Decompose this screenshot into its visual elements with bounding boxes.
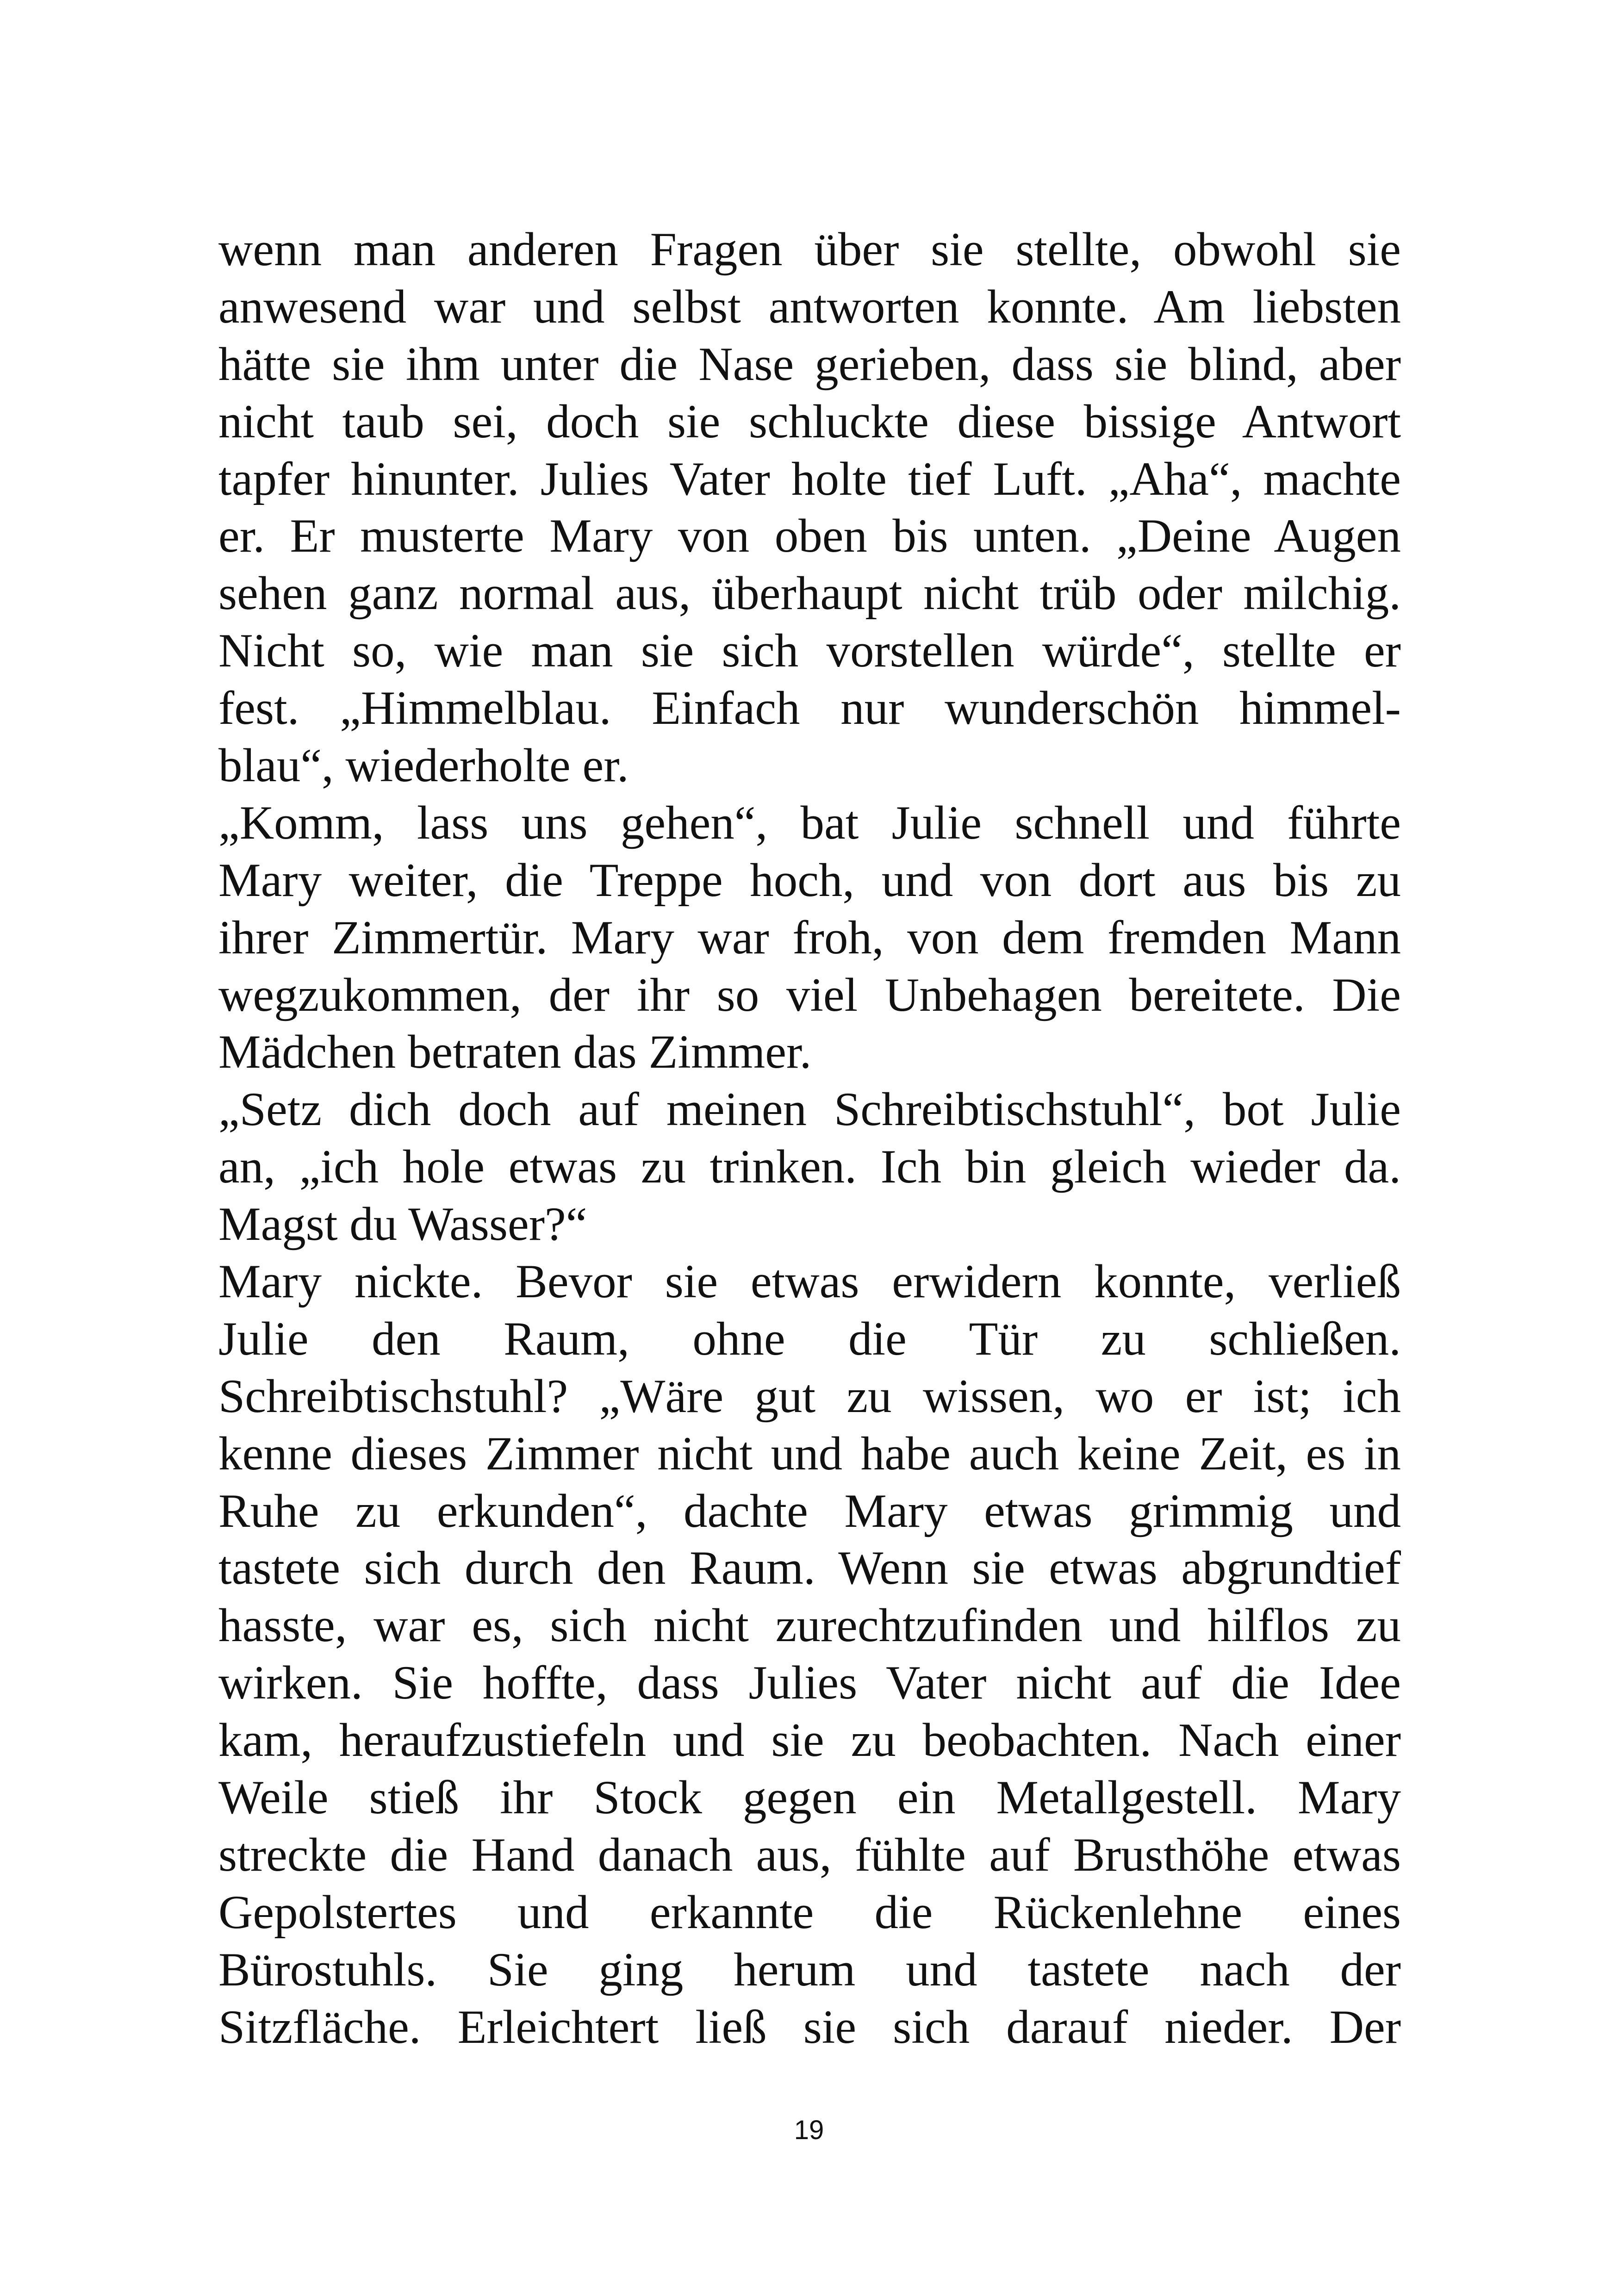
text-line: fest. „Himmelblau. Einfach nur wunderschön himmel-: [218, 682, 1401, 735]
text-line: kam, heraufzustiefeln und sie zu beobachten. Nach einer: [218, 1714, 1401, 1767]
text-line: Nicht so, wie man sie sich vorstellen würde“, stellte er: [218, 624, 1401, 678]
text-line: hasste, war es, sich nicht zurechtzufinden und hilflos zu: [218, 1599, 1401, 1652]
text-line: an, „ich hole etwas zu trinken. Ich bin gleich wieder da.: [218, 1140, 1401, 1194]
text-line: Sitzfläche. Erleichtert ließ sie sich darauf nieder. Der: [218, 2000, 1401, 2053]
text-line: Julie den Raum, ohne die Tür zu schließen.: [218, 1312, 1401, 1365]
text-line: anwesend war und selbst antworten konnte. Am liebsten: [218, 280, 1401, 333]
text-line: „Setz dich doch auf meinen Schreibtischstuhl“, bot Julie: [218, 1083, 1401, 1136]
text-line: sehen ganz normal aus, überhaupt nicht trüb oder milchig.: [218, 567, 1401, 620]
text-line: blau“, wiederholte er.: [218, 739, 629, 792]
text-line: Mädchen betraten das Zimmer.: [218, 1026, 812, 1079]
text-line: Bürostuhls. Sie ging herum und tastete nach der: [218, 1943, 1401, 1996]
text-line: „Komm, lass uns gehen“, bat Julie schnell und führte: [218, 796, 1401, 849]
text-line: Mary nickte. Bevor sie etwas erwidern konnte, verließ: [218, 1255, 1401, 1308]
text-line: Gepolstertes und erkannte die Rückenlehne eines: [218, 1885, 1401, 1939]
text-line: Schreibtischstuhl? „Wäre gut zu wissen, wo er ist; ich: [218, 1369, 1401, 1423]
text-line: Mary weiter, die Treppe hoch, und von dort aus bis zu: [218, 853, 1401, 907]
body-text: [218, 221, 1401, 2056]
text-line: er. Er musterte Mary von oben bis unten. „Deine Augen: [218, 510, 1401, 563]
text-line: Ruhe zu erkunden“, dachte Mary etwas grimmig und: [218, 1484, 1401, 1537]
text-line: Weile stieß ihr Stock gegen ein Metallgestell. Mary: [218, 1771, 1401, 1824]
text-line: tastete sich durch den Raum. Wenn sie etwas abgrundtief: [218, 1542, 1401, 1595]
text-line: Magst du Wasser?“: [218, 1198, 587, 1251]
page-number: 19: [794, 2115, 824, 2145]
text-line: wirken. Sie hoffte, dass Julies Vater nicht auf die Idee: [218, 1656, 1401, 1710]
text-line: nicht taub sei, doch sie schluckte diese bissige Antwort: [218, 395, 1401, 448]
text-line: ihrer Zimmertür. Mary war froh, von dem fremden Mann: [218, 911, 1401, 964]
text-line: hätte sie ihm unter die Nase gerieben, dass sie blind, aber: [218, 337, 1401, 391]
text-line: wenn man anderen Fragen über sie stellte, obwohl sie: [218, 223, 1401, 276]
text-line: wegzukommen, der ihr so viel Unbehagen bereitete. Die: [218, 968, 1401, 1021]
text-line: kenne dieses Zimmer nicht und habe auch keine Zeit, es in: [218, 1427, 1401, 1480]
text-line: streckte die Hand danach aus, fühlte auf Brusthöhe etwas: [218, 1828, 1401, 1881]
text-line: tapfer hinunter. Julies Vater holte tief Luft. „Aha“, machte: [218, 452, 1401, 505]
